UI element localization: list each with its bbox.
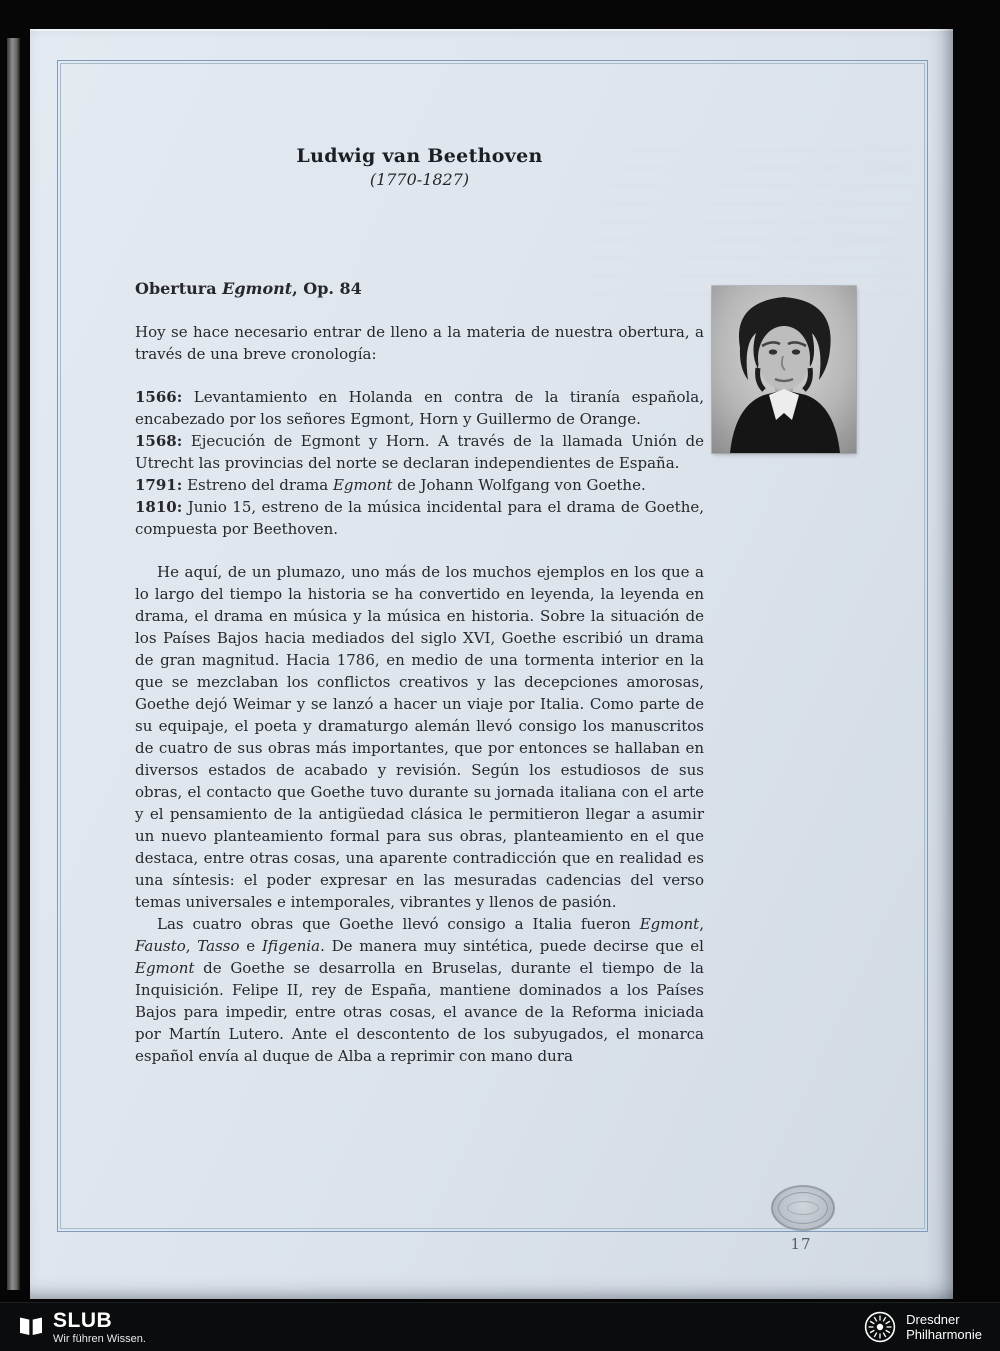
philharmonie-brand [864, 1311, 982, 1343]
year-label: 1568: [135, 432, 183, 450]
chronology-entry-1810 [135, 496, 704, 540]
intro-paragraph: Hoy se hace necesario entrar de lleno a la materia de nuestra obertura, a través de una breve cronología: [135, 323, 704, 363]
year-label: 1791: [135, 476, 183, 494]
previous-page-edge [7, 38, 20, 1290]
paragraph-history: He aquí, de un plumazo, uno más de los muchos ejemplos en los que a lo largo del tiempo la historia se ha convertido en leyenda, la leyenda en drama, el drama en música y la música en historia. Sobre la situación de los Países Bajos hacia mediados del siglo XVI, Goethe escribió un drama de gran magnitud. Hacia 1786, en medio de una tormenta interior en la que se mezclaban los conflictos creativos y las decepciones amorosas, Goethe dejó Weimar y se lanzó a hacer un viaje por Italia. Como parte de su equipaje, el poeta y dramaturgo alemán llevó consigo los manuscritos de cuatro de sus obras más importantes, que por entonces se hallaban en diversos estados de acabado y revisión. Según los estudiosos de sus obras, el contacto que Goethe tuvo durante su jornada italiana con el arte y el pensamiento de la antigüedad clásica le permitieron llegar a asumir un nuevo planteamiento formal para sus obras, planteamiento en el que destaca, entre otras cosas, una aparente contradicción que en realidad es una síntesis: el poder expresar en las mesuradas cadencias del verso temas universales e intemporales, vibrantes y llenos de pasión. [135, 563, 704, 911]
work-heading [135, 278, 704, 300]
slub-tagline: Wir führen Wissen. [53, 1332, 146, 1345]
partner-name-line1: Dresdner [906, 1312, 960, 1327]
year-label: 1566: [135, 388, 183, 406]
text-run: Levantamiento en Holanda en contra de la tiranía española, encabezado por los señores Egmont, Horn y Guillermo de Orange. [135, 388, 704, 428]
page-number: 17 [790, 1235, 812, 1253]
partner-name-line2: Philharmonie [906, 1327, 982, 1342]
philharmonie-circle-icon [864, 1311, 896, 1343]
text-run-italic: Egmont [639, 915, 700, 933]
partner-name-block [906, 1312, 982, 1342]
text-run: . De manera muy sintética, puede decirse que el [320, 937, 704, 955]
composer-dates: (1770-1827) [369, 170, 470, 189]
text-run: , [699, 915, 704, 933]
text-run: Estreno del drama [182, 476, 333, 494]
beethoven-portrait [712, 286, 856, 453]
chronology-entry-1568 [135, 430, 704, 474]
open-book-icon [18, 1310, 44, 1339]
text-run-italic: Tasso [197, 937, 240, 955]
composer-title: Ludwig van Beethoven [296, 145, 543, 167]
text-run: Obertura [135, 279, 223, 298]
paragraph-four-works [135, 913, 704, 1067]
scanned-page [30, 29, 953, 1299]
page-content [135, 144, 704, 1067]
text-run: Ejecución de Egmont y Horn. A través de la llamada Unión de Utrecht las provincias del norte se declaran independientes de España. [135, 432, 704, 472]
text-run: de Goethe se desarrolla en Bruselas, durante el tiempo de la Inquisición. Felipe II, rey de España, mantiene dominados a los Países Bajos para impedir, entre otras cosas, el avance de la Reforma iniciada por Martín Lutero. Ante el descontento de los subyugados, el monarca español envía al duque de Alba a reprimir con mano dura [135, 959, 704, 1065]
text-run-italic: Egmont [135, 959, 195, 977]
chronology-entry-1566 [135, 386, 704, 430]
text-run: , [185, 937, 198, 955]
slub-brand [18, 1310, 146, 1345]
chronology-entry-1791 [135, 474, 704, 496]
slub-text-block [53, 1310, 146, 1345]
text-run-italic: Egmont [222, 279, 293, 298]
text-run-italic: Fausto [135, 937, 186, 955]
text-run: e [239, 937, 262, 955]
library-seal-icon [771, 1185, 835, 1231]
text-run: Junio 15, estreno de la música incidental para el drama de Goethe, compuesta por Beethoven. [135, 498, 704, 538]
text-run: de Johann Wolfgang von Goethe. [392, 476, 646, 494]
viewer-footer [0, 1302, 1000, 1351]
text-run: Las cuatro obras que Goethe llevó consigo a Italia fueron [157, 915, 640, 933]
text-run: , Op. 84 [292, 279, 362, 298]
chronology-list [135, 386, 704, 540]
slub-wordmark: SLUB [53, 1308, 113, 1332]
text-run-italic: Ifigenia [261, 937, 321, 955]
year-label: 1810: [135, 498, 183, 516]
text-run-italic: Egmont [332, 476, 393, 494]
